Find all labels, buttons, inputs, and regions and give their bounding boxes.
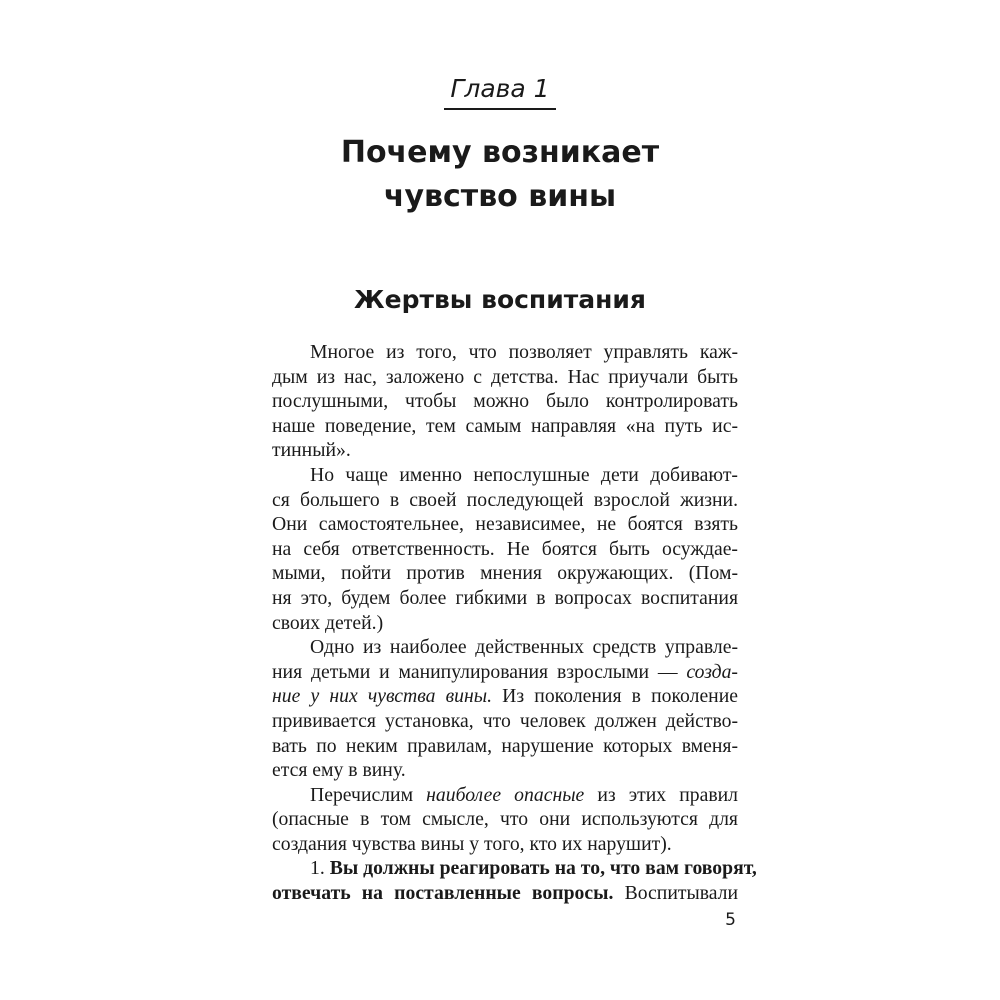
text-line: ня это, будем более гибкими в вопросах воспитания [272,586,738,609]
list-number: 1. [310,857,330,880]
text-run: Из поколения в поколение [492,685,738,708]
text-line: (опасные в том смысле, что они используются для [272,808,738,831]
text-run: ния детьми и манипулирования взрослыми — [272,660,687,683]
text-line: Одно из наиболее действенных средств управле- [310,636,738,659]
text-line: на себя ответственность. Не боятся быть осуждае- [272,537,738,560]
text-run: Перечислим [310,783,427,806]
bold-text: отвечать на поставленные вопросы. [272,882,614,905]
bold-text: Вы должны реагировать на то, что вам говорят, [329,857,757,880]
text-line [272,881,738,906]
text-line: тинный». [272,439,351,462]
text-line [272,783,738,808]
chapter-label-text: Глава 1 [444,74,555,110]
chapter-title [0,131,1000,219]
text-line: вать по неким правилам, нарушение которых вменя- [272,734,738,757]
text-line: послушными, чтобы можно было контролировать [272,390,738,413]
emphasis-text: наиболее опасные [426,783,585,806]
body-text [272,340,757,906]
text-line: своих детей.) [272,611,384,634]
text-line: Многое из того, что позволяет управлять каж- [310,341,738,363]
chapter-title-line: Почему возникает [340,135,660,170]
text-run: из этих правил [584,783,738,806]
text-line: прививается установка, что человек должен действо- [272,709,738,732]
emphasis-text: ние у них чувства вины. [272,685,493,708]
chapter-label [0,74,1000,110]
section-title: Жертвы воспитания [354,285,646,314]
text-line: Но чаще именно непослушные дети добивают- [310,463,738,486]
page-number: 5 [725,910,736,930]
text-line [272,684,738,709]
text-line: ся большего в своей последующей взрослой жизни. [272,488,738,511]
text-line [272,660,738,685]
text-line: наше поведение, тем самым направляя «на путь ис- [272,414,738,437]
text-line [272,856,757,881]
text-line: дым из нас, заложено с детства. Нас приучали быть [272,365,738,388]
text-line: создания чувства вины у того, кто их нарушит). [272,832,672,855]
emphasis-text: созда- [686,660,738,683]
text-line: мыми, пойти против мнения окружающих. (Пом- [272,562,738,585]
chapter-title-line: чувство вины [383,179,617,214]
text-run: Воспитывали [613,882,739,905]
text-line: ется ему в вину. [272,759,406,782]
text-line: Они самостоятельнее, независимее, не боятся взять [272,513,738,536]
